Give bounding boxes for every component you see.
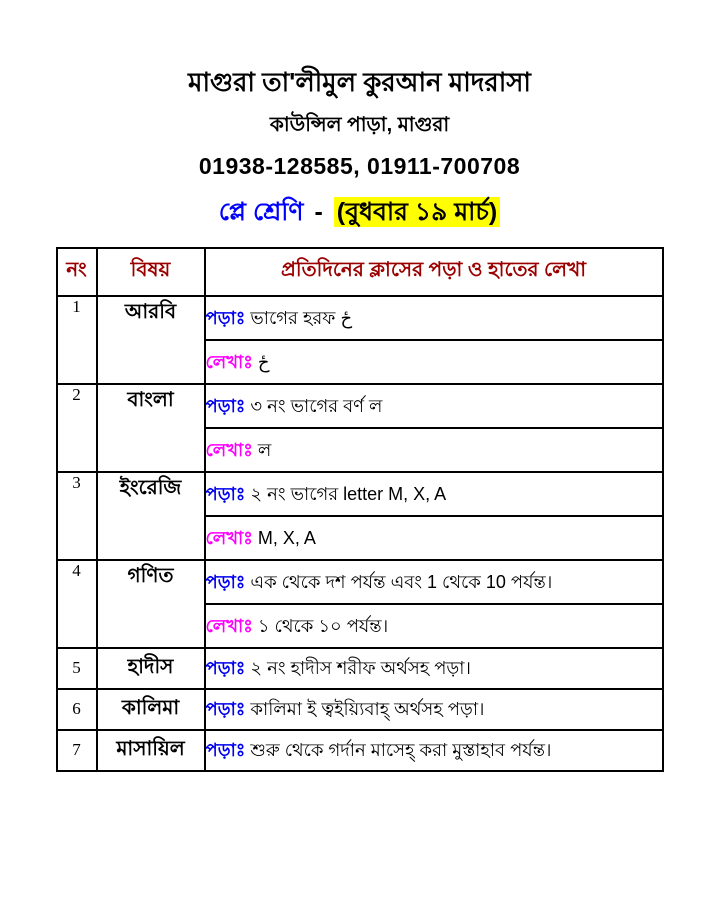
row-number: 3	[57, 472, 97, 560]
pora-text: এক থেকে দশ পর্যন্ত এবং 1 থেকে 10 পর্যন্ত।	[250, 571, 553, 592]
subject-cell: কালিমা	[97, 689, 205, 730]
lekha-text: ল	[257, 439, 272, 460]
table-row	[57, 689, 663, 730]
lekha-cell	[205, 516, 663, 560]
col-header-subject: বিষয়	[97, 248, 205, 296]
pora-label: পড়াঃ	[205, 699, 246, 720]
pora-label: পড়াঃ	[205, 740, 246, 761]
lekha-text: M, X, A	[257, 527, 316, 548]
pora-cell	[205, 296, 663, 340]
pora-label: পড়াঃ	[205, 395, 246, 416]
pora-cell	[205, 730, 663, 771]
lekha-cell	[205, 604, 663, 648]
pora-text: ৩ নং ভাগের বর্ণ ল	[250, 395, 383, 416]
dash-separator: -	[314, 197, 323, 226]
pora-cell	[205, 472, 663, 516]
row-number: 6	[57, 689, 97, 730]
table-row	[57, 384, 663, 428]
pora-label: পড়াঃ	[205, 658, 246, 679]
table-row	[57, 472, 663, 516]
subject-cell: গণিত	[97, 560, 205, 648]
school-name: মাগুরা তা'লীমুল কুরআন মাদরাসা	[188, 67, 531, 97]
lesson-routine-table	[56, 247, 664, 772]
document-header	[0, 0, 719, 235]
row-number: 1	[57, 296, 97, 384]
pora-cell	[205, 560, 663, 604]
school-address: কাউন্সিল পাড়া, মাগুরা	[269, 113, 450, 136]
row-number: 2	[57, 384, 97, 472]
lekha-text: ১ থেকে ১০ পর্যন্ত।	[257, 615, 389, 636]
pora-label: পড়াঃ	[205, 483, 246, 504]
pora-text: শুরু থেকে গর্দান মাসেহ্ করা মুস্তাহাব পর্যন্ত।	[250, 740, 552, 761]
phone-numbers: 01938-128585, 01911-700708	[198, 152, 521, 179]
pora-cell	[205, 689, 663, 730]
lekha-label: লেখাঃ	[205, 615, 253, 636]
row-number: 7	[57, 730, 97, 771]
subject-cell: হাদীস	[97, 648, 205, 689]
pora-text: ২ নং হাদীস শরীফ অর্থসহ পড়া।	[250, 658, 471, 679]
row-number: 4	[57, 560, 97, 648]
table-row	[57, 648, 663, 689]
subject-cell: ইংরেজি	[97, 472, 205, 560]
table-header-row	[57, 248, 663, 296]
pora-text: কালিমা ই ত্বইয়্যিবাহ্ অর্থসহ পড়া।	[250, 699, 485, 720]
lekha-label: লেখাঃ	[205, 527, 253, 548]
lekha-cell	[205, 340, 663, 384]
pora-label: পড়াঃ	[205, 307, 246, 328]
lekha-cell	[205, 428, 663, 472]
col-header-lesson: প্রতিদিনের ক্লাসের পড়া ও হাতের লেখা	[205, 248, 663, 296]
lekha-text: ځ	[257, 351, 270, 372]
lekha-label: লেখাঃ	[205, 351, 253, 372]
class-name: প্লে শ্রেণি	[218, 197, 304, 226]
lekha-label: লেখাঃ	[205, 439, 253, 460]
table-row	[57, 730, 663, 771]
col-header-no: নং	[57, 248, 97, 296]
pora-text: ২ নং ভাগের letter M, X, A	[250, 483, 447, 504]
pora-text: ভাগের হরফ ځ	[250, 307, 353, 328]
subject-cell: বাংলা	[97, 384, 205, 472]
table-row	[57, 296, 663, 340]
pora-label: পড়াঃ	[205, 571, 246, 592]
subject-cell: আরবি	[97, 296, 205, 384]
subject-cell: মাসায়িল	[97, 730, 205, 771]
pora-cell	[205, 384, 663, 428]
class-date-line	[0, 192, 719, 235]
date-highlight: (বুধবার ১৯ মার্চ)	[334, 197, 500, 227]
row-number: 5	[57, 648, 97, 689]
pora-cell	[205, 648, 663, 689]
table-row	[57, 560, 663, 604]
